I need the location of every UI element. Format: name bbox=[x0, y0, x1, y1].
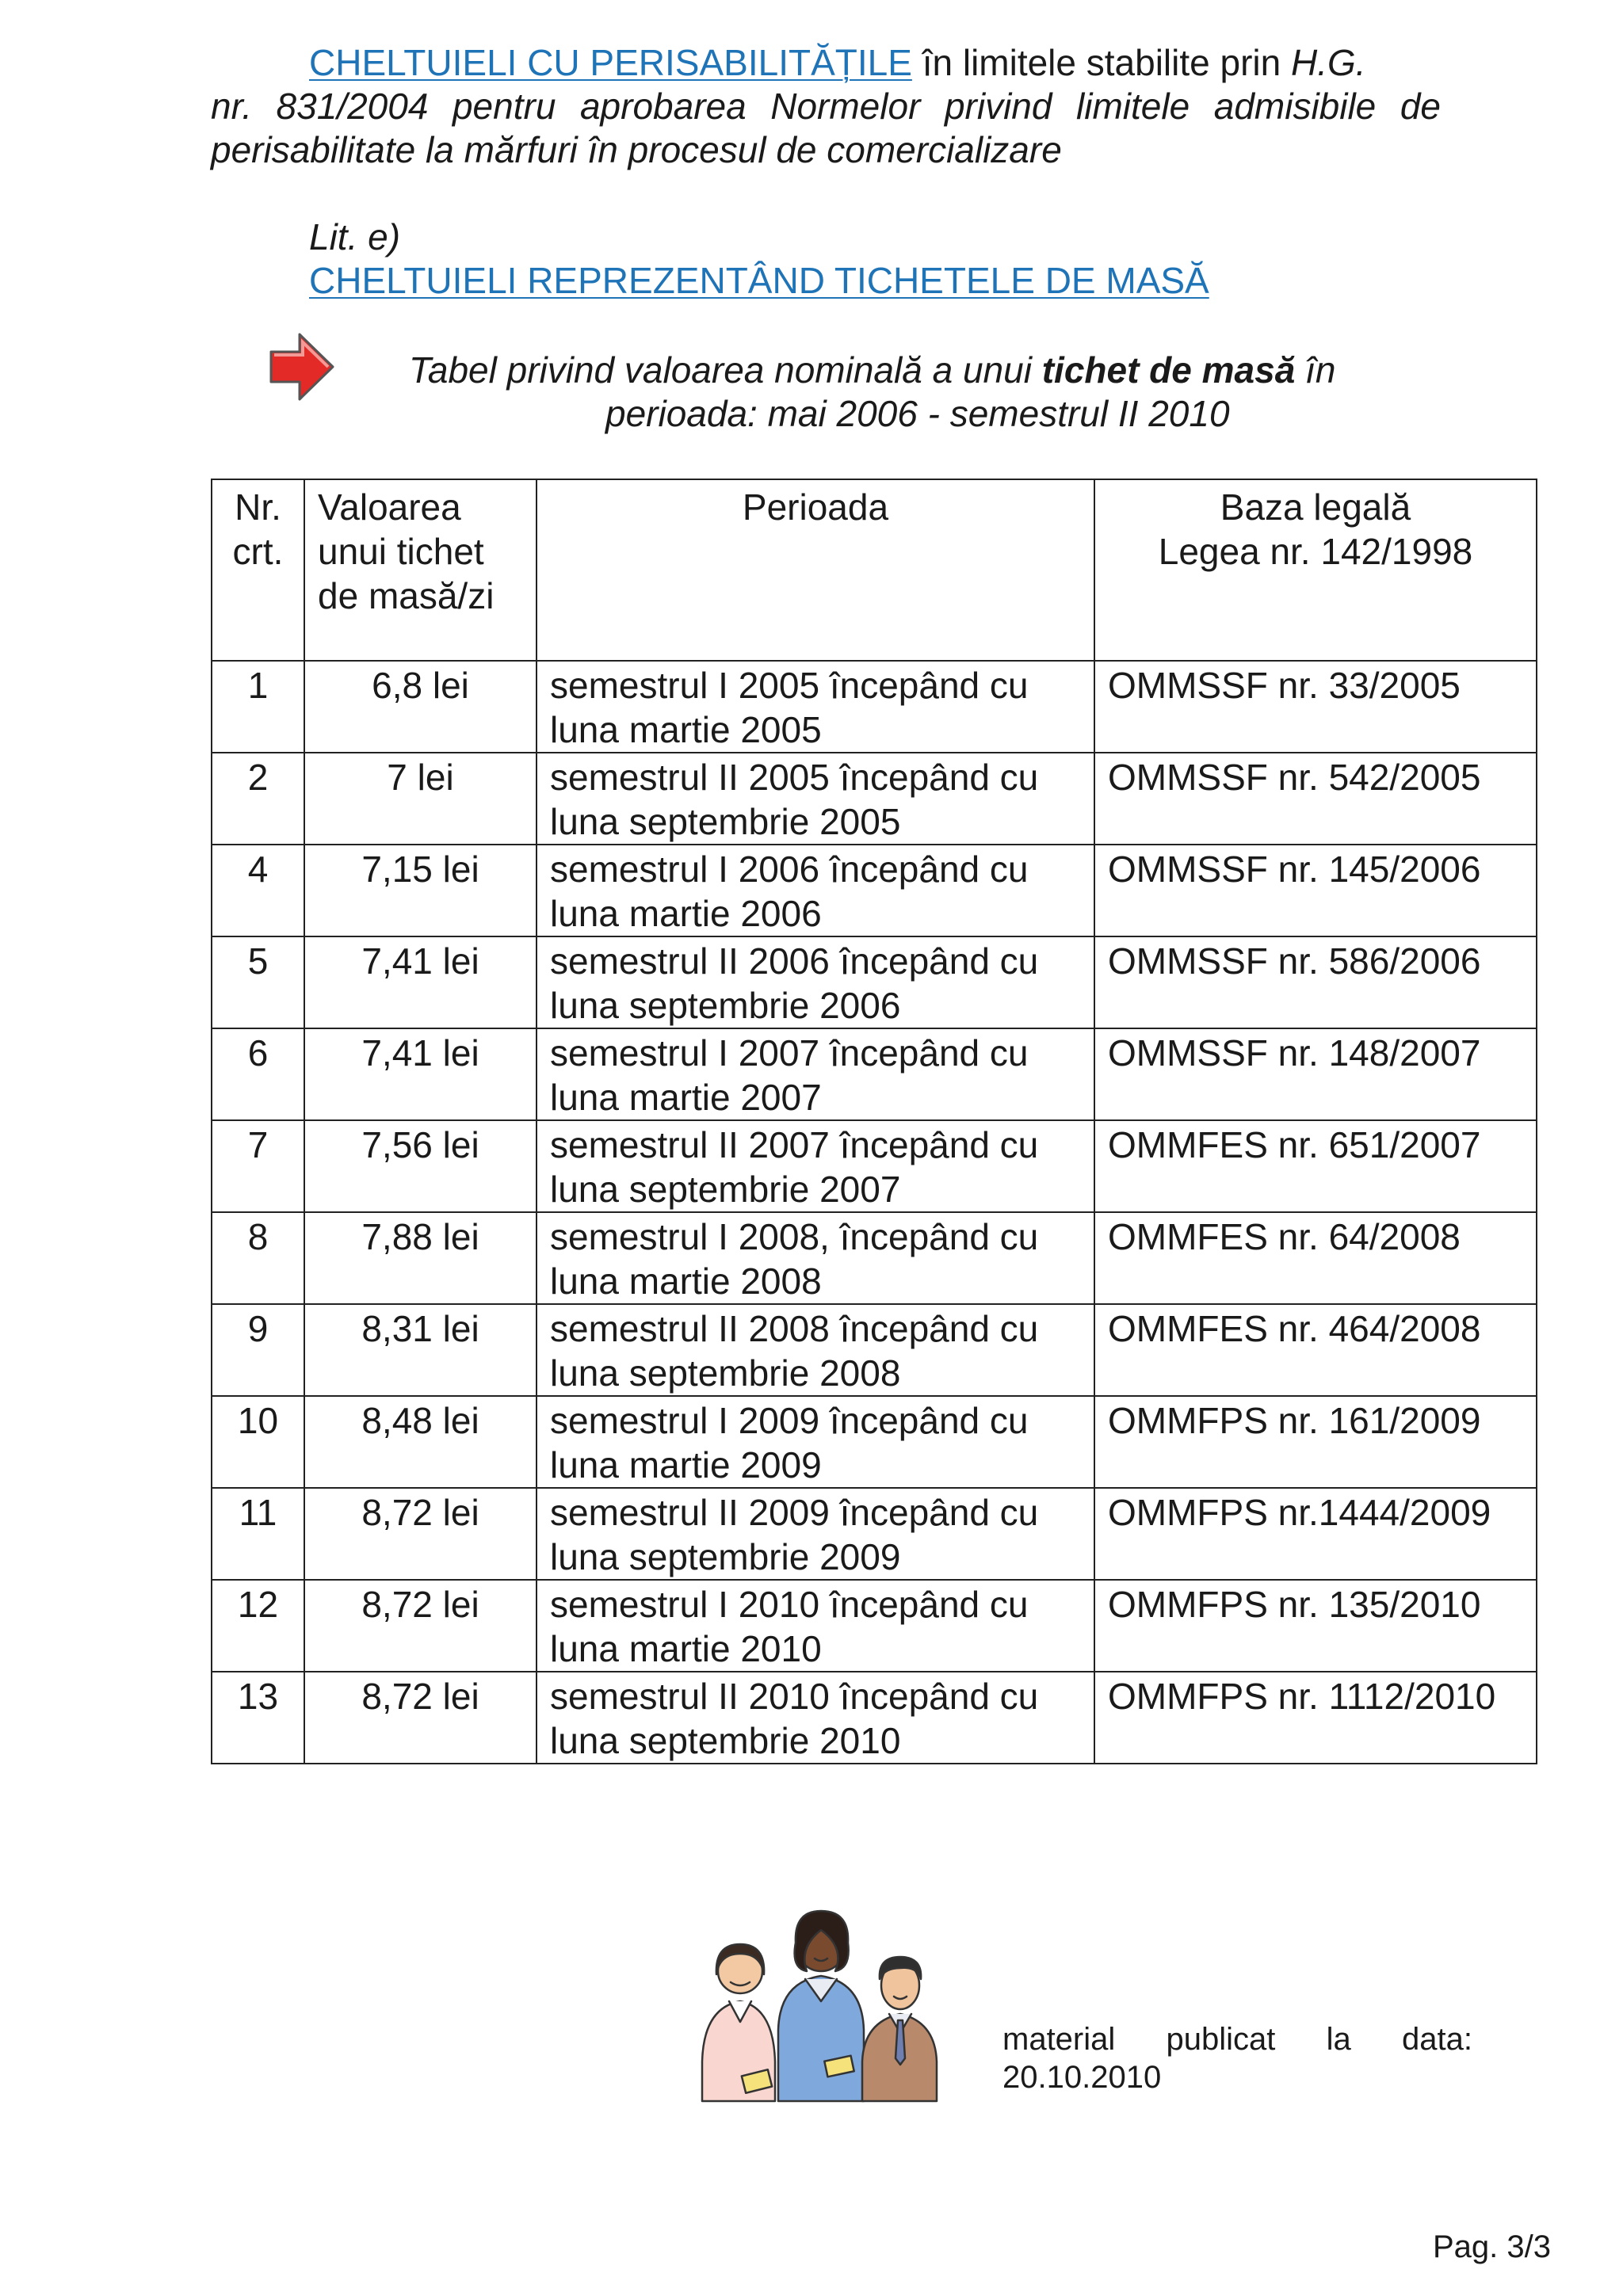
cell-baza: OMMSSF nr. 148/2007 bbox=[1094, 1028, 1537, 1120]
perisabilitati-link[interactable]: CHELTUIELI CU PERISABILITĂȚILE bbox=[309, 42, 912, 83]
cell-perioada-line2: luna septembrie 2009 bbox=[550, 1536, 901, 1577]
header-nr-line2: crt. bbox=[232, 531, 284, 572]
cell-nr: 10 bbox=[212, 1396, 304, 1488]
cell-valoare: 7,88 lei bbox=[304, 1212, 537, 1304]
table-row bbox=[212, 661, 1537, 753]
header-valoare bbox=[304, 479, 537, 661]
table-row bbox=[212, 1304, 1537, 1396]
table-row bbox=[212, 936, 1537, 1028]
cell-perioada-line1: semestrul I 2007 începând cu bbox=[550, 1032, 1029, 1074]
header-baza-line1: Baza legală bbox=[1220, 486, 1411, 528]
cell-nr: 7 bbox=[212, 1120, 304, 1212]
cell-nr: 6 bbox=[212, 1028, 304, 1120]
cell-nr: 12 bbox=[212, 1580, 304, 1672]
intro-line-3: perisabilitate la mărfuri în procesul de comercializare bbox=[211, 129, 1062, 170]
table-row bbox=[212, 1672, 1537, 1764]
cell-baza: OMMFES nr. 651/2007 bbox=[1094, 1120, 1537, 1212]
cell-valoare: 7 lei bbox=[304, 753, 537, 845]
cell-perioada-line1: semestrul I 2005 începând cu bbox=[550, 665, 1029, 706]
header-perioada-text: Perioada bbox=[742, 486, 889, 528]
cell-perioada bbox=[537, 1120, 1094, 1212]
cell-baza: OMMFPS nr.1444/2009 bbox=[1094, 1488, 1537, 1580]
cell-perioada-line2: luna martie 2010 bbox=[550, 1628, 822, 1669]
cell-perioada-line1: semestrul I 2010 începând cu bbox=[550, 1584, 1029, 1625]
meal-ticket-table bbox=[211, 479, 1537, 1764]
cell-perioada-line1: semestrul I 2006 începând cu bbox=[550, 849, 1029, 890]
table-row bbox=[212, 1396, 1537, 1488]
cell-perioada-line2: luna martie 2006 bbox=[550, 893, 822, 934]
section-label: Lit. e) bbox=[309, 216, 401, 257]
cell-perioada bbox=[537, 661, 1094, 753]
intro-line-1 bbox=[309, 41, 1425, 85]
caption-bold: tichet de masă bbox=[1041, 349, 1296, 391]
header-perioada bbox=[537, 479, 1094, 661]
table-row bbox=[212, 1028, 1537, 1120]
table-row bbox=[212, 1580, 1537, 1672]
three-people-illustration-icon bbox=[696, 1903, 943, 2109]
red-right-arrow-icon bbox=[268, 331, 336, 402]
published-date: 20.10.2010 bbox=[1002, 2060, 1162, 2095]
cell-baza: OMMFPS nr. 1112/2010 bbox=[1094, 1672, 1537, 1764]
cell-perioada-line1: semestrul I 2009 începând cu bbox=[550, 1400, 1029, 1441]
intro-text: în limitele stabilite prin bbox=[911, 42, 1292, 83]
cell-perioada bbox=[537, 1672, 1094, 1764]
cell-nr: 11 bbox=[212, 1488, 304, 1580]
cell-nr: 13 bbox=[212, 1672, 304, 1764]
header-nr-line1: Nr. bbox=[235, 486, 281, 528]
cell-valoare: 8,31 lei bbox=[304, 1304, 537, 1396]
table-caption-line-1 bbox=[409, 349, 1335, 392]
table-row bbox=[212, 1488, 1537, 1580]
cell-valoare: 6,8 lei bbox=[304, 661, 537, 753]
cell-valoare: 8,72 lei bbox=[304, 1672, 537, 1764]
cell-perioada-line2: luna martie 2008 bbox=[550, 1261, 822, 1302]
cell-perioada bbox=[537, 1488, 1094, 1580]
cell-perioada bbox=[537, 1028, 1094, 1120]
cell-nr: 8 bbox=[212, 1212, 304, 1304]
tichete-link[interactable]: CHELTUIELI REPREZENTÂND TICHETELE DE MASĂ bbox=[309, 260, 1209, 301]
cell-valoare: 8,72 lei bbox=[304, 1580, 537, 1672]
header-valoare-line1: Valoarea bbox=[318, 486, 461, 528]
cell-nr: 9 bbox=[212, 1304, 304, 1396]
cell-baza: OMMSSF nr. 542/2005 bbox=[1094, 753, 1537, 845]
cell-perioada bbox=[537, 753, 1094, 845]
cell-baza: OMMSSF nr. 145/2006 bbox=[1094, 845, 1537, 936]
cell-perioada bbox=[537, 845, 1094, 936]
table-row bbox=[212, 845, 1537, 936]
cell-valoare: 7,41 lei bbox=[304, 1028, 537, 1120]
cell-perioada-line2: luna martie 2005 bbox=[550, 709, 822, 750]
cell-baza: OMMSSF nr. 586/2006 bbox=[1094, 936, 1537, 1028]
cell-perioada-line2: luna septembrie 2008 bbox=[550, 1352, 901, 1394]
table-caption-line-2: perioada: mai 2006 - semestrul II 2010 bbox=[605, 393, 1230, 434]
cell-perioada bbox=[537, 1212, 1094, 1304]
cell-perioada-line1: semestrul II 2005 începând cu bbox=[550, 757, 1039, 798]
cell-perioada-line1: semestrul II 2010 începând cu bbox=[550, 1676, 1039, 1717]
cell-perioada bbox=[537, 1304, 1094, 1396]
section-title bbox=[309, 259, 1209, 303]
cell-valoare: 7,56 lei bbox=[304, 1120, 537, 1212]
cell-perioada-line2: luna martie 2007 bbox=[550, 1077, 822, 1118]
cell-valoare: 8,48 lei bbox=[304, 1396, 537, 1488]
cell-nr: 2 bbox=[212, 753, 304, 845]
caption-tail: în bbox=[1295, 349, 1336, 391]
cell-perioada-line2: luna septembrie 2005 bbox=[550, 801, 901, 842]
cell-baza: OMMFES nr. 464/2008 bbox=[1094, 1304, 1537, 1396]
cell-perioada-line2: luna septembrie 2006 bbox=[550, 985, 901, 1026]
table-row bbox=[212, 1120, 1537, 1212]
header-baza bbox=[1094, 479, 1537, 661]
table-row bbox=[212, 753, 1537, 845]
cell-nr: 4 bbox=[212, 845, 304, 936]
header-valoare-line3: de masă/zi bbox=[318, 575, 495, 616]
table-header-row bbox=[212, 479, 1537, 661]
header-baza-line2: Legea nr. 142/1998 bbox=[1158, 531, 1473, 572]
intro-line-2: nr. 831/2004 pentru aprobarea Normelor privind limitele admisibile de bbox=[211, 86, 1441, 127]
cell-nr: 1 bbox=[212, 661, 304, 753]
caption-text: Tabel privind valoarea nominală a unui bbox=[409, 349, 1042, 391]
table-row bbox=[212, 1212, 1537, 1304]
cell-perioada-line1: semestrul II 2009 începând cu bbox=[550, 1492, 1039, 1533]
cell-perioada-line1: semestrul I 2008, începând cu bbox=[550, 1216, 1039, 1257]
cell-valoare: 7,15 lei bbox=[304, 845, 537, 936]
cell-perioada bbox=[537, 1580, 1094, 1672]
header-nr bbox=[212, 479, 304, 661]
page-number: Pag. 3/3 bbox=[1433, 2229, 1552, 2264]
cell-baza: OMMSSF nr. 33/2005 bbox=[1094, 661, 1537, 753]
cell-valoare: 7,41 lei bbox=[304, 936, 537, 1028]
cell-perioada-line2: luna septembrie 2007 bbox=[550, 1169, 901, 1210]
cell-perioada-line2: luna septembrie 2010 bbox=[550, 1720, 901, 1761]
cell-perioada bbox=[537, 936, 1094, 1028]
cell-perioada-line1: semestrul II 2008 începând cu bbox=[550, 1308, 1039, 1349]
cell-nr: 5 bbox=[212, 936, 304, 1028]
cell-baza: OMMFPS nr. 135/2010 bbox=[1094, 1580, 1537, 1672]
cell-baza: OMMFES nr. 64/2008 bbox=[1094, 1212, 1537, 1304]
header-valoare-line2: unui tichet bbox=[318, 531, 484, 572]
published-line-1: material publicat la data: bbox=[1002, 2022, 1472, 2057]
cell-perioada-line1: semestrul II 2007 începând cu bbox=[550, 1124, 1039, 1165]
cell-baza: OMMFPS nr. 161/2009 bbox=[1094, 1396, 1537, 1488]
cell-valoare: 8,72 lei bbox=[304, 1488, 537, 1580]
cell-perioada bbox=[537, 1396, 1094, 1488]
intro-hg: H.G. bbox=[1291, 42, 1366, 83]
cell-perioada-line2: luna martie 2009 bbox=[550, 1444, 822, 1486]
cell-perioada-line1: semestrul II 2006 începând cu bbox=[550, 940, 1039, 982]
